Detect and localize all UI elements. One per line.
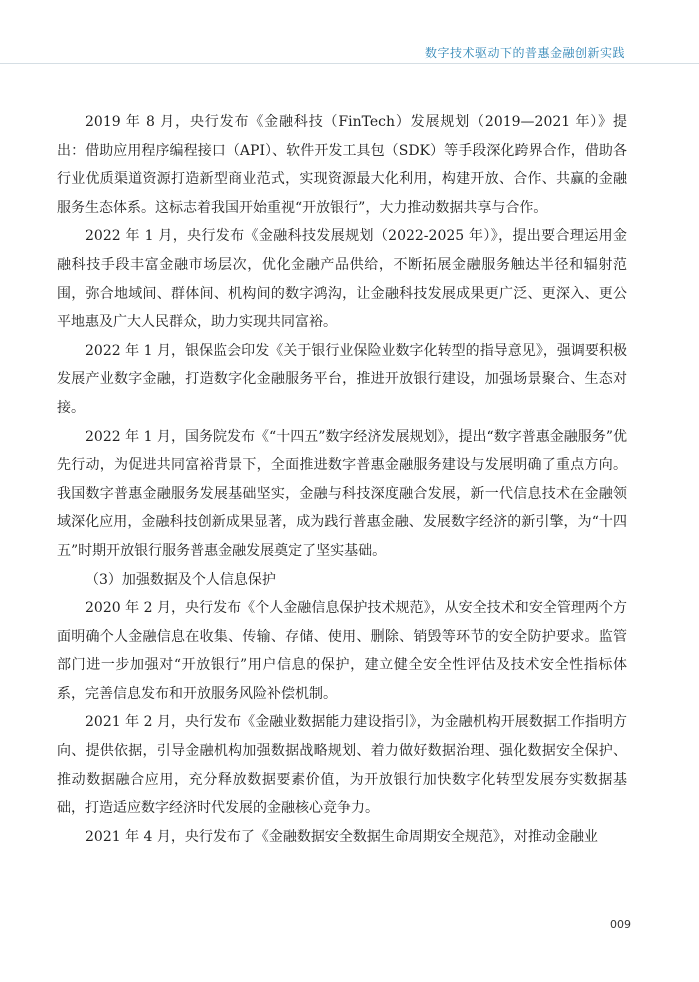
paragraph-data-capability-guideline: 2021 年 2 月，央行发布《金融业数据能力建设指引》，为金融机构开展数据工作指明方向、提供依据，引导金融机构加强数据战略规划、着力做好数据治理、强化数据安全保护、推动数据融合应用，充分释放数据要素价值，为开放银行加快数字化转型发展夯实数据基础，打造适应数字经济时代发展的金融核心竞争力。 — [57, 714, 627, 817]
paragraph-cbirc-digital-transformation: 2022 年 1 月，银保监会印发《关于银行业保险业数字化转型的指导意见》，强调要积极发展产业数字金融，打造数字化金融服务平台，推进开放银行建设，加强场景聚合、生态对接。 — [57, 342, 627, 416]
paragraph-fintech-plan-2019: 2019 年 8 月，央行发布《金融科技（FinTech）发展规划（2019—2021 年）》提出：借助应用程序编程接口（API）、软件开发工具包（SDK）等手段深化跨界合作，借助各行业优质渠道资源打造新型商业范式，实现资源最大化利用，构建开放、合作、共赢的金融服务生态体系。这标志着我国开始重视“开放银行”，大力推动数据共享与合作。 — [57, 114, 627, 216]
body-text — [57, 108, 627, 851]
paragraph-personal-info-protection: 2020 年 2 月，央行发布《个人金融信息保护技术规范》，从安全技术和安全管理两个方面明确个人金融信息在收集、传输、存储、使用、删除、销毁等环节的安全防护要求。监管部门进一步加强对“开放银行”用户信息的保护，建立健全安全性评估及技术安全性指标体系，完善信息发布和开放服务风险补偿机制。 — [57, 600, 627, 702]
section-heading: （3）加强数据及个人信息保护 — [85, 571, 276, 588]
running-header-title: 数字技术驱动下的普惠金融创新实践 — [424, 46, 625, 60]
header-divider — [0, 63, 699, 64]
page-number: 009 — [610, 918, 631, 931]
page-header — [0, 0, 699, 70]
paragraph-data-lifecycle-security: 2021 年 4 月，央行发布了《金融数据安全数据生命周期安全规范》，对推动金融业 — [85, 828, 598, 845]
paragraph-fintech-plan-2022: 2022 年 1 月，央行发布《金融科技发展规划（2022-2025 年）》，提出要合理运用金融科技手段丰富金融市场层次，优化金融产品供给，不断拓展金融服务触达半径和辐射范围，弥合地域间、群体间、机构间的数字鸿沟，让金融科技发展成果更广泛、更深入、更公平地惠及广大人民群众，助力实现共同富裕。 — [57, 228, 627, 331]
paragraph-digital-economy-plan: 2022 年 1 月，国务院发布《“十四五”数字经济发展规划》，提出“数字普惠金融服务”优先行动，为促进共同富裕背景下，全面推进数字普惠金融服务建设与发展明确了重点方向。我国数字普惠金融服务发展基础坚实，金融与科技深度融合发展，新一代信息技术在金融领域深化应用，金融科技创新成果显著，成为践行普惠金融、发展数字经济的新引擎，为“十四五”时期开放银行服务普惠金融发展奠定了坚实基础。 — [57, 428, 627, 559]
